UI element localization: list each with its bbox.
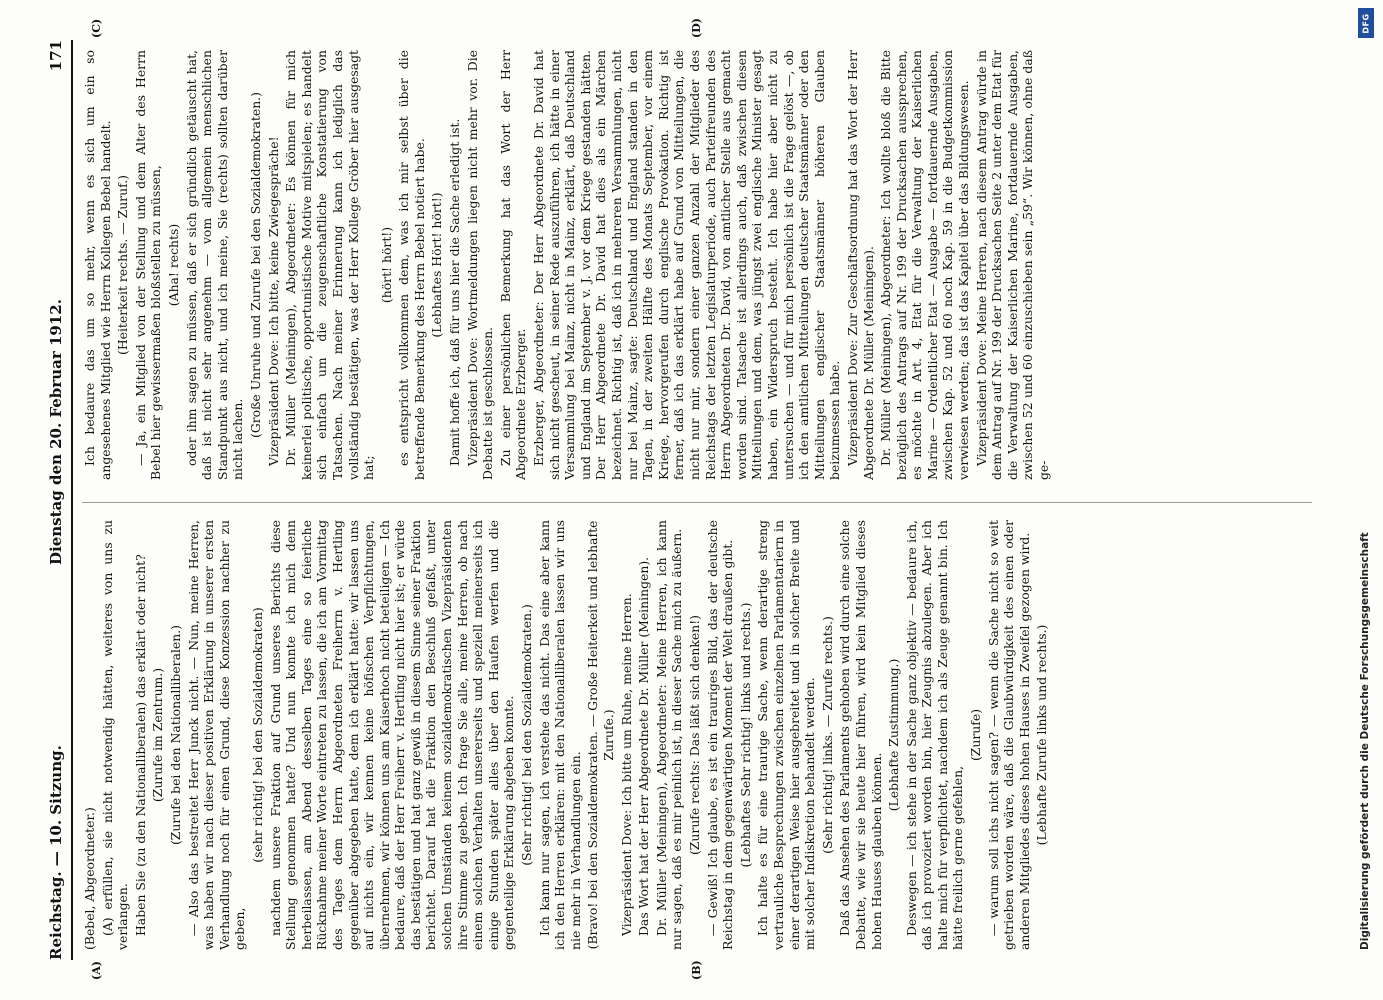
right-column [82, 50, 1322, 480]
paragraph: (hört! hört!) [378, 226, 394, 304]
paragraph: Erzberger, Abgeordneter: Der Herr Abgeordnete Dr. David hat sich nicht gescheut, in seiner Rede auszuführen, ich hätte in einer Versammlung bei Mainz, nicht in Mainz, erklärt, daß Deutschland und England im September v. J. vor dem Kriege gestanden hätten. Der Herr Abgeordnete Dr. David hat dies als ein Märchen bezeichnet. Richtig ist, daß ich in mehreren Versammlungen, nicht nur bei Mainz, sagte: Deutschland und England standen in den Tagen, in der zweiten Hälfte des Monats September, vor einem Kriege, hervorgerufen durch englische Provokation. Richtig ist ferner, daß ich das erklärt habe auf Grund von Mitteilungen, die nicht nur mir, sondern einer ganzen Anzahl der Mitglieder des Reichstags der letzten Legislaturperiode, auch Parteifreunden des Herrn Abgeordneten Dr. David, von amtlicher Stelle aus gemacht worden sind. Tatsache ist allerdings auch, daß zwischen diesen Mitteilungen und dem, was jüngst zwei englische Minister gesagt haben, ein Widerspruch besteht. Ich habe hier aber nicht zu untersuchen — und für mich persönlich ist die Frage gelöst —, ob ich den amtlichen Mitteilungen deutscher Staatsmänner oder den Mitteilungen englischer Staatsmänner höheren Glauben beizumessen habe. [531, 50, 843, 480]
paragraph: (Lebhaftes Sehr richtig! links und rechts.) [737, 602, 753, 868]
margin-marker-a: (A) [90, 961, 103, 980]
paragraph: Haben Sie (zu den Nationalliberalen) das erklärt oder nicht? [132, 554, 148, 936]
paragraph: Vizepräsident Dove: Zur Geschäftsordnung hat das Wort der Herr Abgeordnete Dr. Müller (Meiningen). [844, 50, 876, 480]
page-number: 171 [47, 40, 65, 72]
paragraph: Vizepräsident Dove: Wortmeldungen liegen nicht mehr vor. Die Debatte ist geschlossen. [464, 50, 496, 480]
paragraph: Ich kann nur sagen, ich verstehe das nicht. Das eine aber kann ich den Herren erklären: mit den Nationalliberalen lassen wir uns nie mehr in Verhandlungen ein. [536, 520, 583, 950]
paragraph: (sehr richtig! bei den Sozialdemokraten) [249, 607, 265, 863]
paragraph: (Heiterkeit rechts. — Zuruf.) [115, 174, 131, 356]
paragraph: (Aha! rechts) [165, 223, 181, 307]
left-column [82, 520, 1322, 950]
header-session: Reichstag. — 10. Sitzung. [47, 745, 65, 960]
paragraph: (Sehr richtig! bei den Sozialdemokraten.) [519, 604, 535, 866]
speaker-running-head: (Bebel, Abgeordneter.) [82, 807, 97, 950]
paragraph: nachdem unsere Fraktion auf Grund unseres Berichts diese Stellung genommen hatte? Und nun konnte ich mich denn herbeilassen, am Abend desselben Tages eine so feierliche Rücknahme meiner Worte eintreten zu lassen, die ich am Vormittag des Tages dem Herrn Abgeordneten Freiherrn v. Hertling gegenüber abgegeben hatte, dem ich erklärt hatte: wir lassen uns auf nichts ein, wir kennen keine höfischen Verpflichtungen, übernehmen, wir können uns am Kaiserhoch nicht beteiligen — Ich bedaure, daß der Herr Freiherr v. Hertling nicht hier ist; er würde das bestätigen und hat ganz gewiß in diesem Sinne seiner Fraktion berichtet. Darauf hat die Fraktion den Beschluß gefaßt, unter solchen Umständen keinem sozialdemokratischen Vizepräsidenten ihre Stimme zu geben. Ich frage Sie alle, meine Herren, ob nach einem solchen Verhalten unsererseits und speziell meinerseits ich einige Stunden später alles über den Haufen werfen und die gegenteilige Erklärung abgeben konnte. [267, 520, 517, 950]
paragraph: — Ja, ein Mitglied von der Stellung und dem Alter des Herrn Bebel hier gewissermaßen bloßstellen zu müssen, [132, 50, 164, 480]
paragraph: Daß das Ansehen des Parlaments gehoben wird durch eine solche Debatte, wie wir sie heute hier führen, wird kein Mitglied dieses hohen Hauses glauben können. [837, 520, 884, 950]
paragraph: oder ihm sagen zu müssen, daß er sich gründlich getäuscht hat, daß ist nicht sehr angenehm — vom allgemein menschlichen Standpunkt aus nicht, und ich meine, Sie (rechts) sollten darüber nicht lachen. [183, 50, 246, 480]
paragraph: Das Wort hat der Herr Abgeordnete Dr. Müller (Meiningen). [636, 556, 652, 936]
paragraph: Ich halte es für eine traurige Sache, wenn derartige streng vertrauliche Besprechungen zwischen einzelnen Parlamentariern in einer derartigen Weise hier ausgebreitet und in solcher Breite und mit solcher Indiskretion behandelt werden. [755, 520, 818, 950]
paragraph: (Große Unruhe und Zurufe bei den Sozialdemokraten.) [247, 92, 263, 438]
paragraph: es entspricht vollkommen dem, was ich mir selbst über die betreffende Bemerkung des Herrn Bebel notiert habe. [396, 50, 427, 480]
header-date: Dienstag den 20. Februar 1912. [47, 299, 65, 565]
margin-marker-b: (B) [690, 960, 703, 980]
paragraph: Zu einer persönlichen Bemerkung hat das Wort der Herr Abgeordnete Erzberger. [497, 50, 529, 480]
margin-marker-d: (D) [690, 18, 703, 38]
right-column-paragraphs [82, 50, 1052, 480]
paragraph: Deswegen — ich stehe in der Sache ganz objektiv — bedaure ich, daß ich provoziert worden bin, hier Zeugnis abzulegen. Aber ich halte mich für verpflichtet, nachdem ich als Zeuge genannt bin. Ich hätte freilich gerne gefehlen, [903, 520, 966, 950]
paragraph: (Lebhaftes Hört! hört!) [429, 192, 445, 338]
paragraph: Dr. Müller (Meiningen), Abgeordneter: Ich wollte bloß die Bitte bezüglich des Antrags auf Nr. 199 der Drucksachen aussprechen, es möchte in Art. 4, Etat für die Verwaltung der Kaiserlichen Marine — Ordentlicher Etat — Ausgabe — fortdauernde Ausgaben, zwischen Kap. 52 und 60 noch Kap. 59 in die Budgetkommission verwiesen werden; das ist das Kapitel über das Bildungswesen. [878, 50, 972, 480]
paragraph: (Zurufe rechts: Das läßt sich denken!) [686, 614, 702, 856]
paragraph: (Lebhafte Zurufe links und rechts.) [1034, 624, 1050, 846]
paragraph: Vizepräsident Dove: Meine Herren, nach diesem Antrag würde in dem Antrag auf Nr. 199 der Drucksachen Seite 2 unter dem Etat für die Verwaltung der Kaiserlichen Marine, fortdauernde Ausgaben, zwischen 52 und 60 einzuschieben sein „59“. Wir können, ohne daß ge- [973, 50, 1052, 480]
paragraph: (Zurufe) [968, 708, 984, 762]
margin-marker-c: (C) [90, 18, 103, 38]
column-divider [82, 502, 1312, 503]
paragraph: — warum soll ichs nicht sagen? — wenn die Sache nicht so weit getrieben worden wäre, daß die Glaubwürdigkeit des einen oder anderen Mitgliedes dieses hohen Hauses in Zweifel gezogen wird. [985, 520, 1032, 950]
dfg-logo: DFG [1358, 8, 1374, 38]
paragraph: Dr. Müller (Meiningen), Abgeordneter: Es können für mich keinerlei politische, opportunistische Motive mitspielen; es handelt sich einfach um die zeugenschaftliche Konstatierung von Tatsachen. Nach meiner Erinnerung kann ich lediglich das vollständig bestätigen, was der Herr Kollege Gröber hier ausgesagt hat; [283, 50, 377, 480]
paragraph: — Gewiß! Ich glaube, es ist ein trauriges Bild, das der deutsche Reichstag in dem gegenwärtigen Moment der Welt draußen gibt. [704, 520, 736, 950]
paragraph: (Lebhafte Zustimmung.) [886, 658, 902, 812]
paragraph: — Also das bestreitet Herr Junck nicht. — Nun, meine Herren, was haben wir nach dieser positiven Erklärung in unserer ersten Verhandlung noch für einen Grund, diese Konzession nachher zu geben, [185, 520, 248, 950]
paragraph: (Sehr richtig! links. — Zurufe rechts.) [819, 616, 835, 854]
paragraph: Dr. Müller (Meiningen), Abgeordneter: Meine Herren, ich kann nur sagen, daß es mir peinlich ist, in dieser Sache mich zu äußern. [653, 520, 685, 950]
paragraph: Damit hoffe ich, daß für uns hier die Sache erledigt ist. [447, 118, 463, 466]
paragraph: Vizepräsident Dove: Ich bitte um Ruhe, meine Herren. [618, 593, 634, 936]
paragraph: (Zurufe im Zentrum.) [150, 667, 166, 803]
paragraph: Vizepräsident Dove: Ich bitte, keine Zwiegespräche! [265, 136, 281, 466]
page-header [45, 40, 73, 960]
digitization-credit: Digitalisierung gefördert durch die Deutsche Forschungsgemeinschaft [1359, 532, 1371, 950]
paragraph: Ich bedaure das um so mehr, wenn es sich um ein so angesehenes Mitglied wie Herrn Kollegen Bebel handelt. [82, 50, 113, 480]
paragraph: (Zurufe bei den Nationalliberalen.) [167, 624, 183, 846]
paragraph: (Bravo! bei den Sozialdemokraten. — Große Heiterkeit und lebhafte Zurufe.) [585, 520, 616, 950]
left-column-paragraphs [100, 520, 1050, 950]
paragraph: (A) erfüllen, sie nicht notwendig hätten, weiteres von uns zu verlangen. [99, 520, 131, 950]
